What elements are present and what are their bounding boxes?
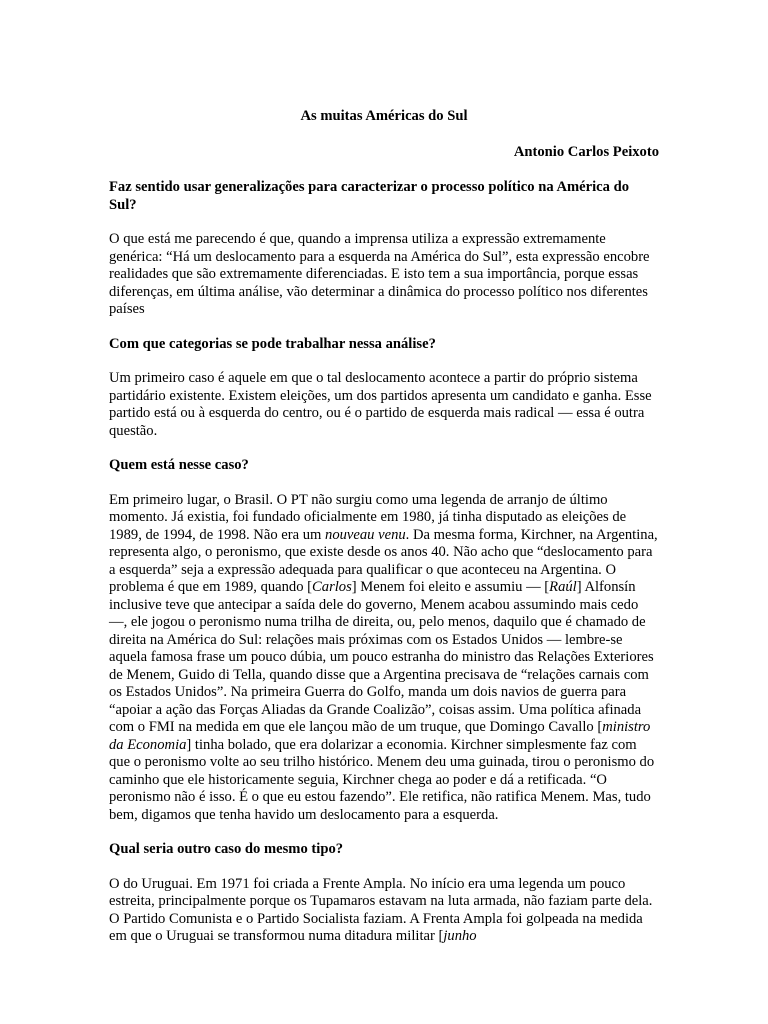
question-4: Qual seria outro caso do mesmo tipo? <box>109 841 344 857</box>
paragraph-3-italic-4: ministro da Economia <box>109 719 651 753</box>
paragraph-4-italic-1: junho <box>443 928 477 944</box>
paragraph-3-italic-1: nouveau venu <box>325 526 406 543</box>
paragraph-3-text-4: ] Alfonsín inclusive teve que antecipar a saída dele do governo, Menem acabou assumindo mais cedo —, ele jogou o peronismo numa trilha de direita, ou, pelo menos, daquilo que é chamado de direita na América do Sul: relações mais próximas com os Estados Unidos — lembre-se aquela famosa frase um pouco dúbia, um pouco estranha do ministro das Relações Exteriores de Menem, Guido di Tella, quando disse que a Argentina precisava de “relações carnais com os Estados Unidos”. Na primeira Guerra do Golfo, manda um dois navios de guerra para “apoiar a ação das Forças Aliadas da Grande Coalizão”, coisas assim. Uma política afinada com o FMI na medida em que ele lançou mão de um truque, que Domingo Cavallo [ <box>109 579 654 735</box>
paragraph-4-text-1: O do Uruguai. Em 1971 foi criada a Frente Ampla. No início era uma legenda um pouco estreita, principalmente porque os Tupamaros estavam na luta armada, não faziam parte dela. O Partido Comunista e o Partido Socialista faziam. A Frenta Ampla foi golpeada na medida em que o Uruguai se transformou numa ditadura militar [ <box>109 875 653 944</box>
document-title: As muitas Américas do Sul <box>300 108 468 124</box>
paragraph-3-italic-3: Raúl <box>549 579 577 595</box>
document-body <box>109 108 659 963</box>
paragraph-3-text-3: ] Menem foi eleito e assumiu — [ <box>351 579 550 595</box>
question-1: Faz sentido usar generalizações para caracterizar o processo político na América do Sul? <box>109 179 630 213</box>
paragraph-2: Um primeiro caso é aquele em que o tal deslocamento acontece a partir do próprio sistema partidário existente. Existem eleições, um dos partidos apresenta um candidato e ganha. Esse partido está ou à esquerda do centro, ou é o partido de esquerda mais radical — essa é outra questão. <box>109 370 652 439</box>
paragraph-3-text-2: . Da mesma forma, Kirchner, na Argentina, representa algo, o peronismo, que existe desde os anos 40. Não acho que “deslocamento para a esquerda” seja a expressão adequada para qualificar o que aconteceu na Argentina. O problema é que em 1989, quando [ <box>109 526 658 595</box>
document-author: Antonio Carlos Peixoto <box>513 143 659 160</box>
paragraph-3-text-1: Em primeiro lugar, o Brasil. O PT não surgiu como uma legenda de arranjo de último momento. Já existia, foi fundado oficialmente em 1980, já tinha disputado as eleições de 1989, de 1994, de 1998. Não era um <box>109 491 627 543</box>
paragraph-1: O que está me parecendo é que, quando a imprensa utiliza a expressão extremamente genérica: “Há um deslocamento para a esquerda na América do Sul”, esta expressão encobre realidades que são extremamente diferenciadas. E isto tem a sua importância, porque essas diferenças, em última análise, vão determinar a dinâmica do processo político nos diferentes países <box>109 231 650 317</box>
paragraph-3-text-5: ] tinha bolado, que era dolarizar a economia. Kirchner simplesmente faz com que o peronismo volte ao seu trilho histórico. Menem deu uma guinada, tirou o peronismo do caminho que ele historicamente seguia, Kirchner chega ao poder e dá a retificada. “O peronismo não é isso. É o que eu estou fazendo”. Ele retifica, não ratifica Menem. Mas, tudo bem, digamos que tenha havido um deslocamento para a esquerda. <box>109 736 655 823</box>
paragraph-3-italic-2: Carlos <box>312 579 352 595</box>
question-3: Quem está nesse caso? <box>109 457 249 473</box>
question-2: Com que categorias se pode trabalhar nessa análise? <box>109 335 436 352</box>
paragraph-3 <box>109 492 659 825</box>
paragraph-4 <box>109 876 659 946</box>
